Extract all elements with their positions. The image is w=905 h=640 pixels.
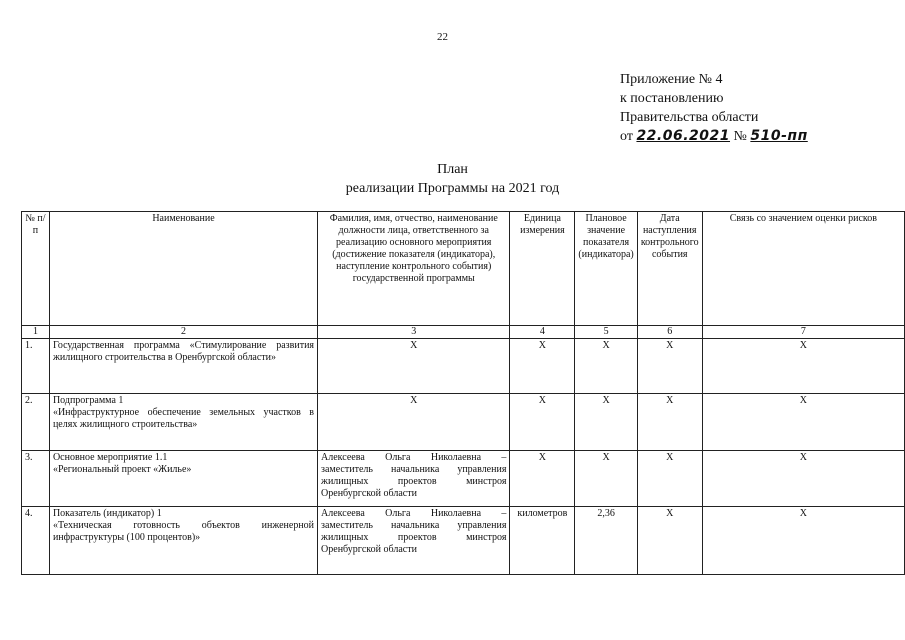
document-title [0, 160, 905, 198]
column-number: 6 [637, 326, 702, 339]
row-plan: X [575, 451, 637, 507]
row-risk: X [702, 339, 904, 394]
handwritten-number: 510-пп [750, 128, 808, 144]
header-name: Наименование [49, 212, 317, 326]
column-number: 2 [49, 326, 317, 339]
row-responsible: X [318, 394, 510, 451]
row-unit: X [510, 451, 575, 507]
row-date: X [637, 507, 702, 575]
row-responsible: Алексеева Ольга Николаевна – заместитель начальника управления жилищных проектов минстроя Оренбургской области [318, 507, 510, 575]
row-name [49, 507, 317, 575]
row-plan: X [575, 339, 637, 394]
row-name [49, 394, 317, 451]
header-no: № п/п [22, 212, 50, 326]
table-header-row [22, 212, 905, 326]
plan-table [21, 211, 905, 575]
page-number: 22 [437, 31, 448, 43]
row-name-line-1: Подпрограмма 1 [52, 395, 124, 406]
appendix-line-1: Приложение № 4 [620, 72, 723, 87]
row-name-line-1: Основное мероприятие 1.1 [52, 452, 168, 463]
column-number-row [22, 326, 905, 339]
row-risk: X [702, 451, 904, 507]
row-number: 4. [22, 507, 50, 575]
appendix-date-line [620, 127, 808, 146]
row-risk: X [702, 507, 904, 575]
table-row [22, 451, 905, 507]
header-responsible: Фамилия, имя, отчество, наименование должности лица, ответственного за реализацию основного мероприятия (достижение показателя (индикатора), наступление контрольного события) государственной программы [318, 212, 510, 326]
row-number: 2. [22, 394, 50, 451]
row-number: 3. [22, 451, 50, 507]
row-plan: X [575, 394, 637, 451]
row-number: 1. [22, 339, 50, 394]
row-date: X [637, 394, 702, 451]
row-name: Государственная программа «Стимулирование развития жилищного строительства в Оренбургской области» [49, 339, 317, 394]
column-number: 1 [22, 326, 50, 339]
row-responsible: Алексеева Ольга Николаевна – заместитель начальника управления жилищных проектов минстроя Оренбургской области [318, 451, 510, 507]
row-risk: X [702, 394, 904, 451]
row-unit: километров [510, 507, 575, 575]
row-date: X [637, 451, 702, 507]
row-plan: 2,36 [575, 507, 637, 575]
row-name-line-2: «Инфраструктурное обеспечение земельных участков в целях жилищного строительства» [52, 407, 315, 430]
header-risk: Связь со значением оценки рисков [702, 212, 904, 326]
table-row [22, 394, 905, 451]
date-prefix: от [620, 129, 633, 144]
header-unit: Единица измерения [510, 212, 575, 326]
column-number: 7 [702, 326, 904, 339]
row-unit: X [510, 394, 575, 451]
column-number: 4 [510, 326, 575, 339]
column-number: 3 [318, 326, 510, 339]
row-responsible: X [318, 339, 510, 394]
row-unit: X [510, 339, 575, 394]
title-line-2: реализации Программы на 2021 год [345, 181, 560, 196]
appendix-line-3: Правительства области [620, 110, 759, 125]
row-name-line-1: Показатель (индикатор) 1 [52, 508, 162, 519]
row-name-line-2: «Региональный проект «Жилье» [52, 464, 192, 475]
table-row [22, 507, 905, 575]
row-name [49, 451, 317, 507]
appendix-line-2: к постановлению [620, 91, 724, 106]
row-name-line-2: «Техническая готовность объектов инженерной инфраструктуры (100 процентов)» [52, 520, 315, 543]
appendix-block [620, 70, 808, 146]
title-line-1: План [437, 162, 468, 177]
number-prefix: № [733, 129, 747, 144]
row-date: X [637, 339, 702, 394]
header-date: Дата наступления контрольного события [637, 212, 702, 326]
header-plan: Плановое значение показателя (индикатора) [575, 212, 637, 326]
table-row [22, 339, 905, 394]
column-number: 5 [575, 326, 637, 339]
handwritten-date: 22.06.2021 [636, 128, 731, 144]
